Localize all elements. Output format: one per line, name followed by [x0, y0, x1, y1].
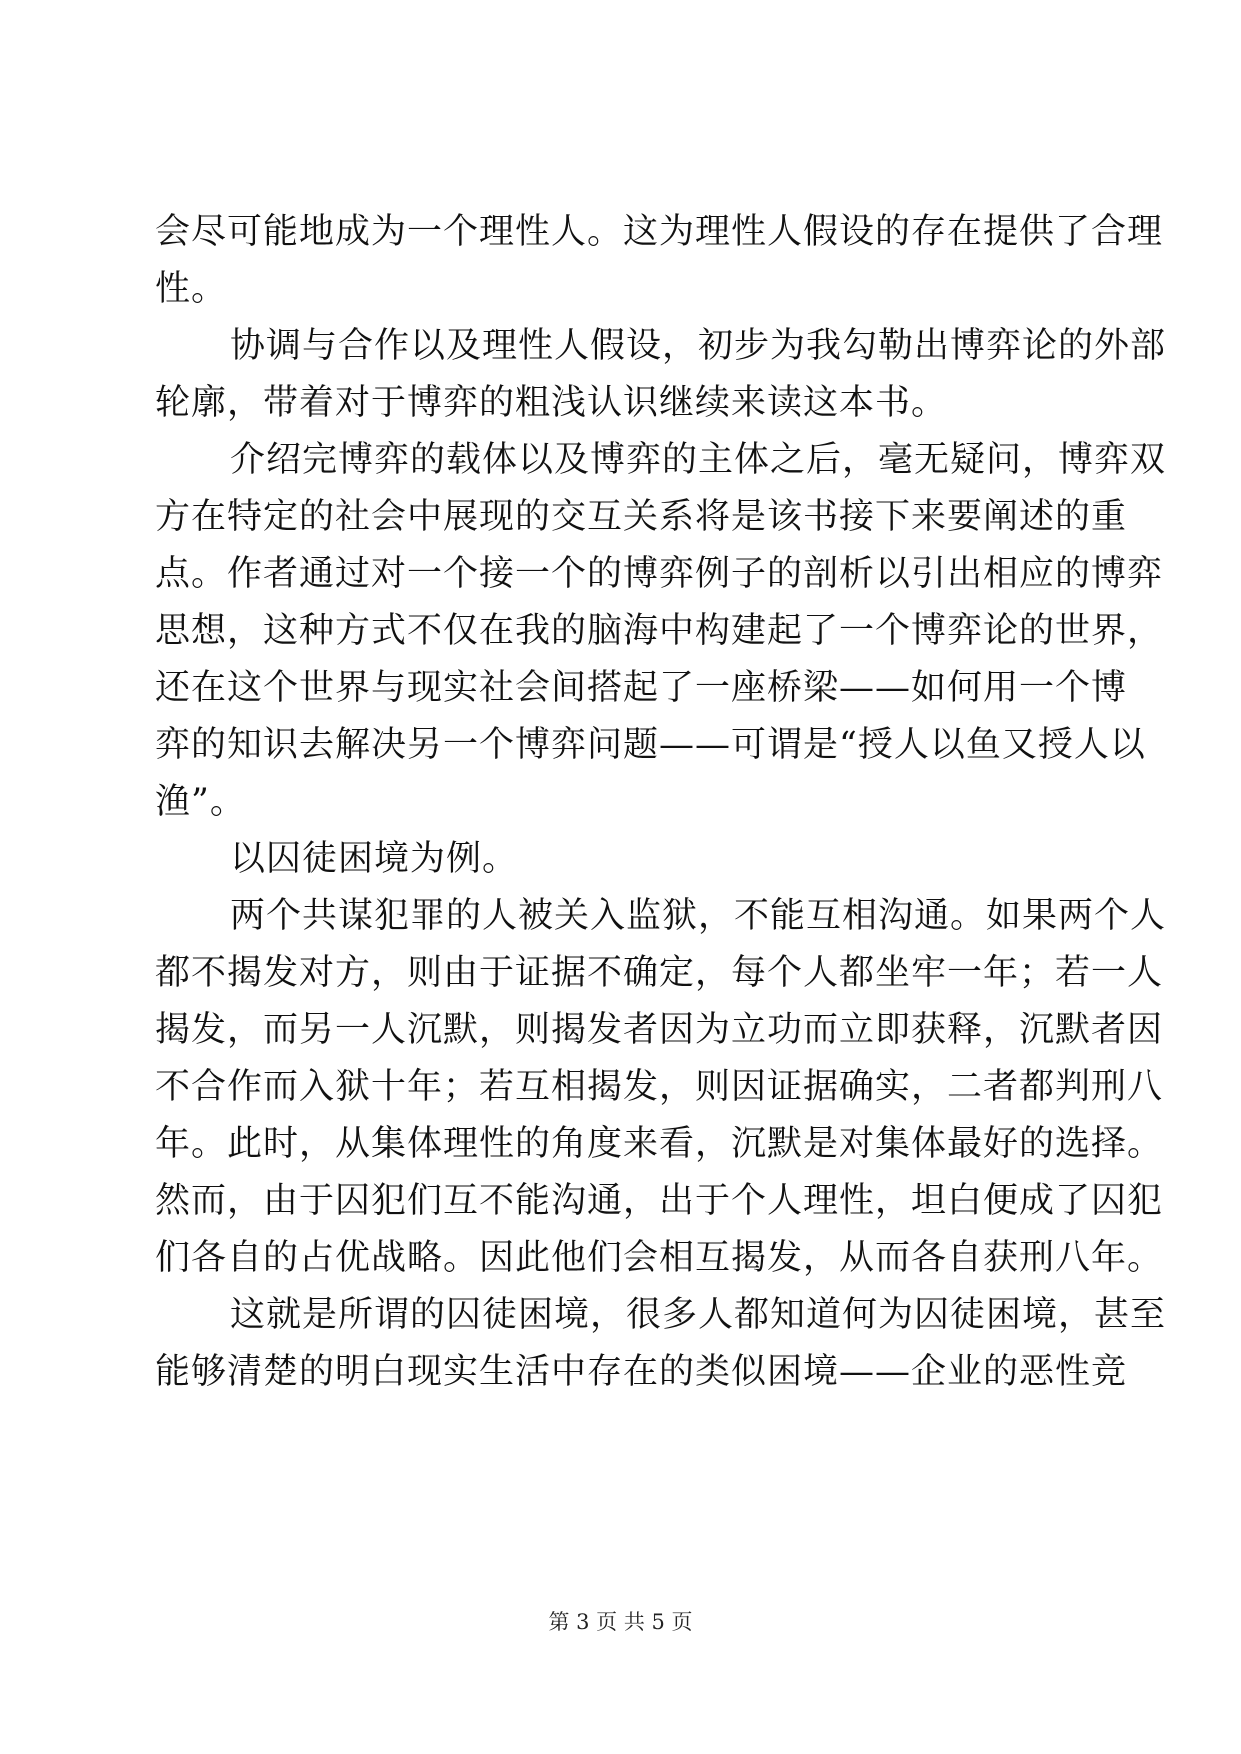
text-line-9: 还在这个世界与现实社会间搭起了一座桥梁——如何用一个博 [155, 668, 1128, 708]
text-line-11: 渔”。 [155, 782, 246, 822]
text-line-16: 不合作而入狱十年；若互相揭发，则因证据确实，二者都判刑八 [155, 1067, 1164, 1107]
text-line-4: 轮廓，带着对于博弈的粗浅认识继续来读这本书。 [155, 383, 948, 423]
text-line-19: 们各自的占优战略。因此他们会相互揭发，从而各自获刑八年。 [155, 1238, 1164, 1278]
paragraph-start-line: 协调与合作以及理性人假设，初步为我勾勒出博弈论的外部 [230, 326, 1167, 366]
paragraph-start-line: 这就是所谓的囚徒困境，很多人都知道何为囚徒困境，甚至 [230, 1295, 1167, 1335]
text-line-6: 方在特定的社会中展现的交互关系将是该书接下来要阐述的重 [155, 497, 1128, 537]
text-line-21: 能够清楚的明白现实生活中存在的类似困境——企业的恶性竞 [155, 1352, 1128, 1392]
text-line-15: 揭发，而另一人沉默，则揭发者因为立功而立即获释，沉默者因 [155, 1010, 1164, 1050]
text-line-18: 然而，由于囚犯们互不能沟通，出于个人理性，坦白便成了囚犯 [155, 1181, 1164, 1221]
text-line-17: 年。此时，从集体理性的角度来看，沉默是对集体最好的选择。 [155, 1124, 1164, 1164]
text-line-1: 会尽可能地成为一个理性人。这为理性人假设的存在提供了合理 [155, 212, 1164, 252]
text-line-7: 点。作者通过对一个接一个的博弈例子的剖析以引出相应的博弈 [155, 554, 1164, 594]
text-line-10: 弈的知识去解决另一个博弈问题——可谓是“授人以鱼又授人以 [155, 725, 1146, 765]
paragraph-start-line: 以囚徒困境为例。 [230, 839, 519, 879]
page-number-footer: 第 3 页 共 5 页 [548, 1610, 693, 1634]
paragraph-start-line: 两个共谋犯罪的人被关入监狱，不能互相沟通。如果两个人 [230, 896, 1167, 936]
text-line-2: 性。 [155, 269, 228, 309]
paragraph-start-line: 介绍完博弈的载体以及博弈的主体之后，毫无疑问，博弈双 [230, 440, 1167, 480]
text-line-8: 思想，这种方式不仅在我的脑海中构建起了一个博弈论的世界， [155, 611, 1164, 651]
text-line-14: 都不揭发对方，则由于证据不确定，每个人都坐牢一年；若一人 [155, 953, 1164, 993]
